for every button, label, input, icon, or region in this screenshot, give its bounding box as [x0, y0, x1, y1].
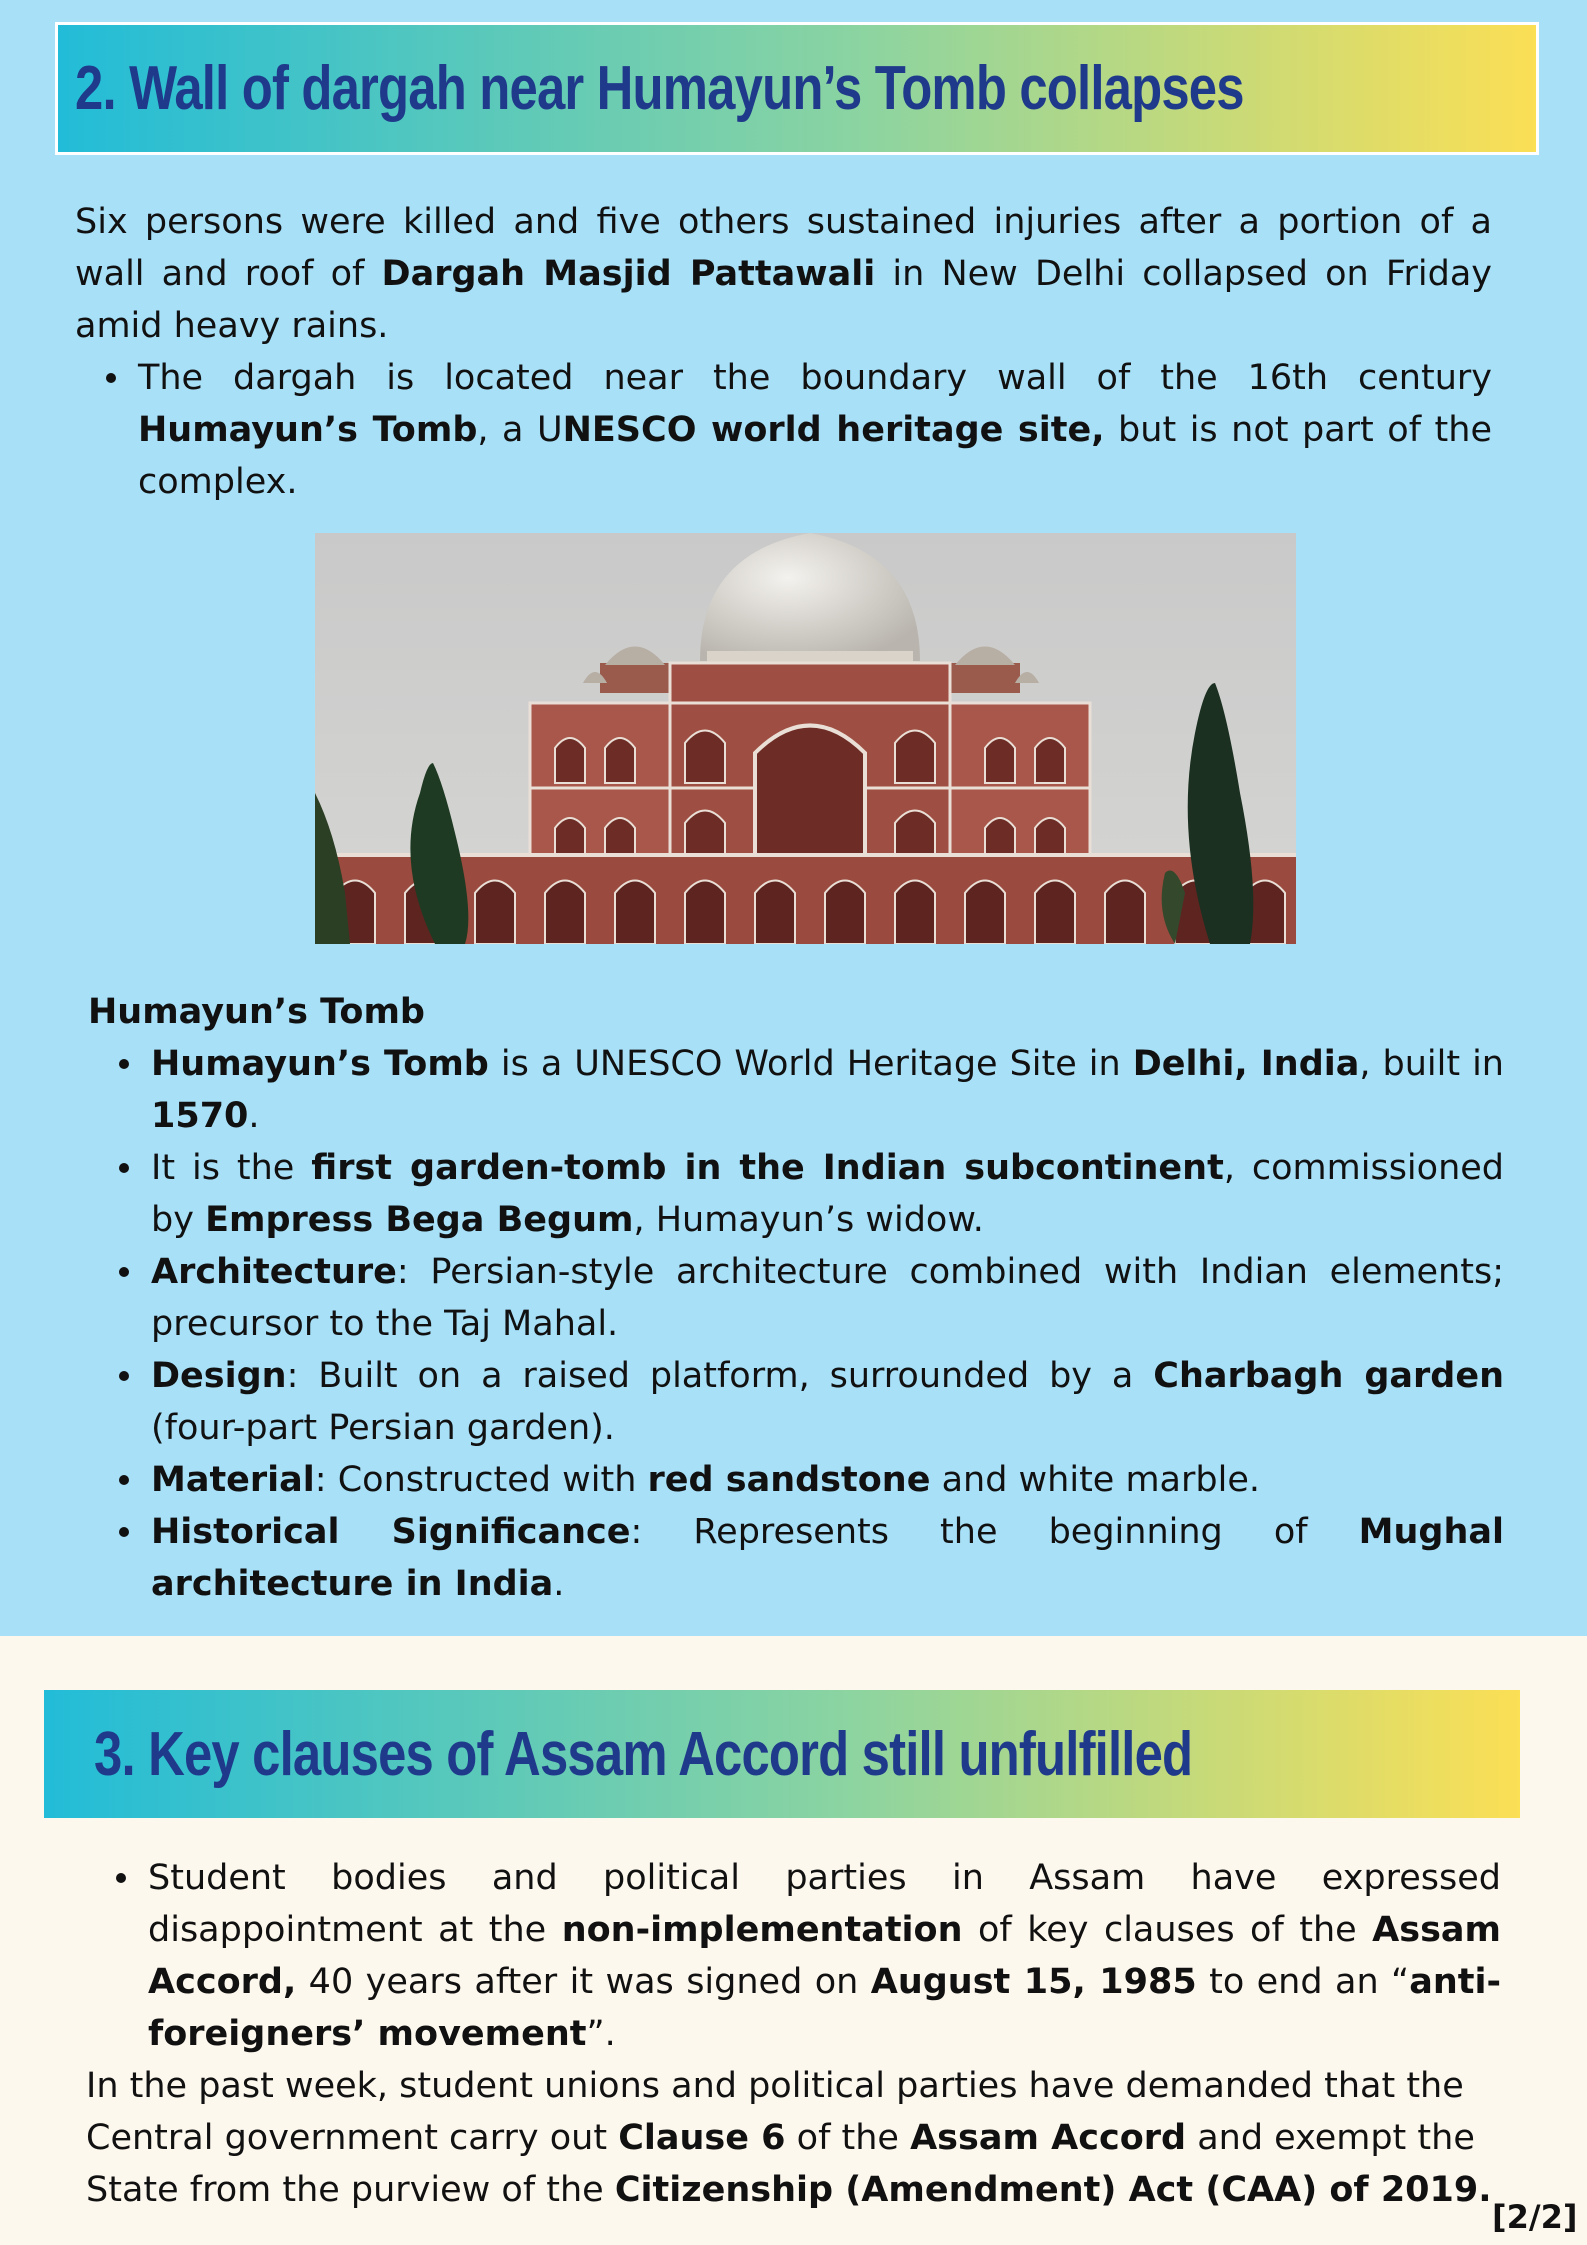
bold-text-run: Empress Bega Begum [205, 1200, 634, 1240]
section-3-paragraph [86, 2060, 1502, 2216]
text-run: , a U [477, 410, 563, 450]
text-run: It is the [151, 1148, 312, 1188]
bold-text-run: Humayun’s Tomb [151, 1044, 489, 1084]
text-run: Student bodies and political parties in Assam have expressed disappointment at the [148, 1858, 1501, 1950]
text-run: and exempt the State from the purview of the [86, 2118, 1475, 2210]
humayuns-tomb-bullets [151, 1038, 1504, 1610]
section-3-title-banner [44, 1690, 1520, 1818]
text-run: : Represents the beginning of [630, 1512, 1359, 1552]
section-3-bullet-list [148, 1852, 1501, 2060]
text-run: In the past week, student unions and political parties have demanded that the Central government carry out [86, 2066, 1464, 2158]
list-item [151, 1454, 1504, 1506]
list-item [138, 352, 1492, 508]
text-run: (four-part Persian garden). [151, 1408, 615, 1448]
section-3-title: 3. Key clauses of Assam Accord still unfulfilled [94, 1719, 1193, 1789]
humayuns-tomb-bullet-list [151, 1038, 1504, 1610]
text-run: to end an “ [1196, 1962, 1410, 2002]
list-item [151, 1350, 1504, 1454]
bold-text-run: Clause 6 [618, 2118, 786, 2158]
bold-text-run: Humayun’s Tomb [138, 410, 478, 450]
text-run: Six persons were killed and five others sustained injuries after a portion of a wall and roof of [75, 202, 1492, 294]
section-3-paragraph-block [86, 2060, 1502, 2216]
humayuns-tomb-illustration [315, 533, 1296, 944]
bold-text-run: 1570 [151, 1096, 249, 1136]
bold-text-run: Design [151, 1356, 287, 1396]
humayuns-tomb-heading: Humayun’s Tomb [88, 992, 425, 1032]
text-run: in New Delhi collapsed on Friday amid heavy rains. [75, 254, 1492, 346]
section-2-bullets [138, 352, 1492, 508]
bold-text-run: red sandstone [647, 1460, 931, 1500]
list-item [151, 1506, 1504, 1610]
page-number: [2/2] [1492, 2198, 1578, 2236]
bold-text-run: August 15, 1985 [870, 1962, 1197, 2002]
list-item [151, 1038, 1504, 1142]
bold-text-run: Mughal architecture in India [151, 1512, 1504, 1604]
list-item [151, 1246, 1504, 1350]
text-run: , Humayun’s widow. [633, 1200, 984, 1240]
bold-text-run: Delhi, India [1132, 1044, 1360, 1084]
text-run: ”. [586, 2014, 616, 2054]
bold-text-run: anti-foreigners’ movement [148, 1962, 1501, 2054]
section-2-bullet-list [138, 352, 1492, 508]
text-run: is a UNESCO World Heritage Site in [488, 1044, 1133, 1084]
text-run: . [553, 1564, 565, 1604]
humayuns-tomb-photo [315, 533, 1296, 944]
bold-text-run: first garden-tomb in the Indian subcontinent [311, 1148, 1224, 1188]
section-2-title-banner [55, 22, 1539, 155]
section-2-intro-paragraph [75, 196, 1492, 352]
text-run: The dargah is located near the boundary wall of the 16th century [138, 358, 1492, 398]
text-run: . [248, 1096, 260, 1136]
text-run: and white marble. [930, 1460, 1260, 1500]
section-2-title: 2. Wall of dargah near Humayun’s Tomb collapses [75, 54, 1244, 123]
bold-text-run: Historical Significance [151, 1512, 631, 1552]
section-3-bullets [148, 1852, 1501, 2060]
bold-text-run: Architecture [151, 1252, 397, 1292]
text-run: but is not part of the complex. [138, 410, 1492, 502]
bold-text-run: Charbagh garden [1153, 1356, 1504, 1396]
bold-text-run: Material [151, 1460, 315, 1500]
bold-text-run: Dargah Masjid Pattawali [381, 254, 876, 294]
list-item [151, 1142, 1504, 1246]
section-2-intro [75, 196, 1492, 352]
text-run: of the [785, 2118, 911, 2158]
bold-text-run: non-implementation [561, 1910, 963, 1950]
list-item [148, 1852, 1501, 2060]
bold-text-run: Assam Accord [910, 2118, 1187, 2158]
text-run: : Constructed with [314, 1460, 648, 1500]
text-run: : Persian-style architecture combined with Indian elements; precursor to the Taj Mahal. [151, 1252, 1504, 1344]
text-run: , commissioned by [151, 1148, 1504, 1240]
bold-text-run: NESCO world heritage site, [562, 410, 1105, 450]
text-run: : Built on a raised platform, surrounded by a [286, 1356, 1154, 1396]
text-run: 40 years after it was signed on [296, 1962, 871, 2002]
text-run: of key clauses of the [962, 1910, 1373, 1950]
bold-text-run: Citizenship (Amendment) Act (CAA) of 2019. [614, 2170, 1492, 2210]
text-run: , built in [1359, 1044, 1504, 1084]
bold-text-run: Assam Accord, [148, 1910, 1502, 2002]
